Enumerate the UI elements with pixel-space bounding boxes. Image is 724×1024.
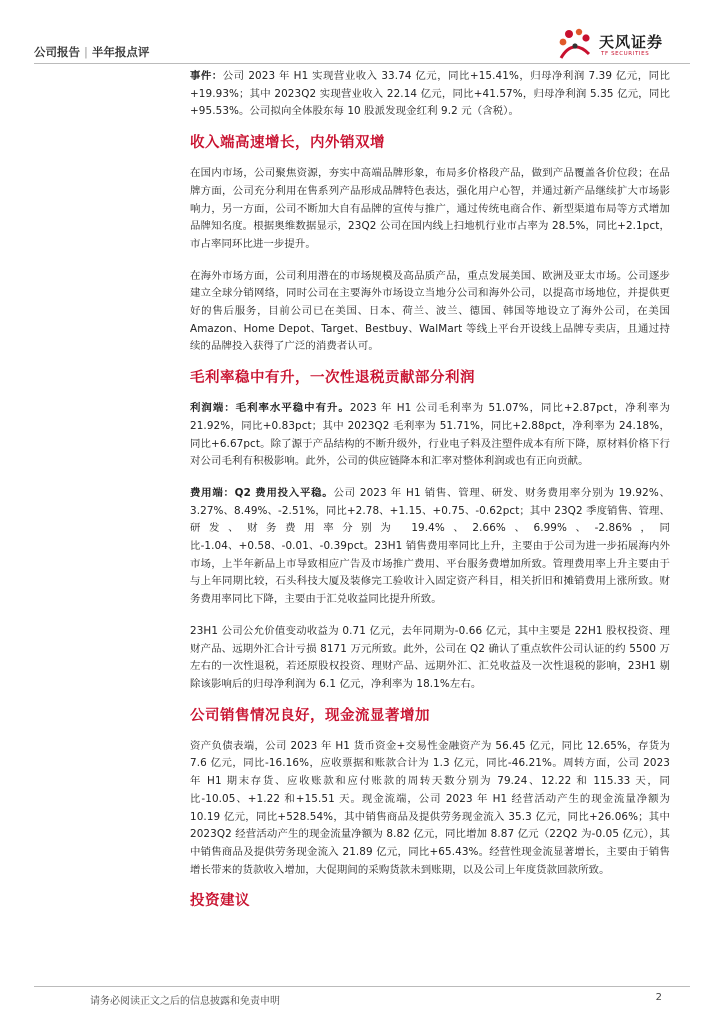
event-label: 事件： bbox=[190, 70, 223, 82]
tf-securities-logo bbox=[555, 24, 690, 64]
profit-text: 2023 年 H1 公司毛利率为 51.07%，同比+2.87pct，净利率为 21.92%，同比+0.83pct；其中 2023Q2 毛利率为 51.71%，同比+2.88pct，净利率为 24.18%，同比+6.67pct。除了源于产品结构的不断升级外，行业电子料及注塑件成本有所下降，原材料价格下行对公司毛利有积极影响。此外，公司的供应链降本和汇率对整体利润或也有正向贡献。 bbox=[190, 402, 670, 468]
section-title-revenue: 收入端高速增长，内外销双增 bbox=[190, 135, 385, 152]
brand-name-cn: 天风证券 bbox=[599, 33, 664, 51]
domestic-market-paragraph: 在国内市场，公司聚焦资源，夯实中高端品牌形象，布局多价格段产品，做到产品覆盖各价位段；在品牌方面，公司充分利用在售系列产品形成品牌特色表达，强化用户心智，并通过新产品继续扩大市场影响力，另一方面，公司不断加大自有品牌的宣传与推广，通过传统电商合作、新型渠道布局等方式增加品牌知名度。根据奥维数据显示，23Q2 公司在国内线上扫地机行业市占率为 28.5%，同比+2.1pct，市占率同环比进一步提升。 bbox=[190, 167, 670, 250]
event-paragraph bbox=[190, 68, 670, 121]
footer-divider bbox=[34, 986, 690, 987]
event-text: 公司 2023 年 H1 实现营业收入 33.74 亿元，同比+15.41%，归母净利润 7.39 亿元，同比+19.93%；其中 2023Q2 实现营业收入 22.14 亿元，同比+41.57%，归母净利润 5.35 亿元，同比+95.53%。公司拟向全体股东每 10 股派发现金红利 9.2 元（含税）。 bbox=[190, 70, 670, 118]
profit-paragraph bbox=[190, 400, 670, 471]
expense-text: 公司 2023 年 H1 销售、管理、研发、财务费用率分别为 19.92%、3.27%、8.49%、-2.51%，同比+2.78、+1.15、+0.75、-0.62pct；其中 23Q2 季度销售、管理、研发、财务费用率分别为 19.4%、2.66%、6.99%、-2.86%，同比-1.04、+0.58、-0.01、-0.39pct。23H1 销售费用率同比上升，主要由于公司为进一步拓展海内外市场，上半年新品上市导致相应广告及市场推广费用、平台服务费增加所致。管理费用率上升主要由于与上年同期比较，石头科技大厦及装修完工验收计入固定资产科目，相关折旧和摊销费用上涨所致。财务费用率同比下降，主要由于汇兑收益同比提升所致。 bbox=[190, 486, 671, 606]
header-divider bbox=[34, 63, 690, 64]
report-category: 公司报告 bbox=[34, 45, 80, 59]
brand-name-en: TF SECURITIES bbox=[601, 51, 650, 57]
section-title-investment: 投资建议 bbox=[190, 893, 250, 910]
section-title-margin: 毛利率稳中有升，一次性退税贡献部分利润 bbox=[190, 370, 475, 387]
overseas-market-paragraph: 在海外市场方面，公司利用潜在的市场规模及高品质产品，重点发展美国、欧洲及亚太市场。公司逐步建立全球分销网络，同时公司在主要海外市场设立当地分公司和海外公司，以提高市场地位，并提供更好的售后服务，目前公司已在美国、日本、荷兰、波兰、德国、韩国等地设立了海外公司，在美国 Amazon、Home Depot、Target、Bestbuy、WalMart 等线上平台开设线上品牌专卖店，且通过持续的品牌投入获得了广泛的消费者认可。 bbox=[190, 269, 670, 353]
report-type bbox=[34, 44, 149, 60]
report-body bbox=[190, 68, 670, 913]
expense-lead: 费用端：Q2 费用投入平稳。 bbox=[190, 486, 334, 499]
page-number: 2 bbox=[655, 992, 662, 1003]
tf-logo-icon bbox=[555, 26, 595, 62]
expense-paragraph bbox=[190, 485, 670, 609]
disclaimer-text: 请务必阅读正文之后的信息披露和免责申明 bbox=[90, 996, 280, 1007]
report-subcategory: 半年报点评 bbox=[91, 45, 150, 59]
balance-sheet-paragraph: 资产负债表端，公司 2023 年 H1 货币资金+交易性金融资产为 56.45 亿元，同比 12.65%，存货为 7.6 亿元，同比-16.16%，应收票据和账款合计为 1.3 亿元，同比-46.21%。周转方面，公司 2023 年 H1 期末存货、应收账款和应付账款的周转天数分别为 79.24、12.22 和 115.33 天，同比-10.05、+1.22 和+15.51 天。现金流端，公司 2023 年 H1 经营活动产生的现金流量净额为 10.19 亿元，同比+528.54%，其中销售商品及提供劳务现金流入 35.3 亿元，同比+26.06%；其中 2023Q2 经营活动产生的现金流量净额为 8.82 亿元，同比增加 8.87 亿元（22Q2 为-0.05 亿元），其中销售商品及提供劳务现金流入 21.89 亿元，同比+65.43%。经营性现金流显著增长，主要由于销售增长带来的货款收入增加，大促期间的采购货款未到账期，以及公司上年度货款回款所致。 bbox=[190, 739, 670, 876]
header-separator: | bbox=[84, 45, 88, 59]
fair-value-paragraph: 23H1 公司公允价值变动收益为 0.71 亿元，去年同期为-0.66 亿元，其中主要是 22H1 股权投资、理财产品、远期外汇合计亏损 8171 万元所致。此外，公司在 Q2 确认了重点软件公司认证的约 5500 万左右的一次性退税，若还原股权投资、理财产品、远期外汇、汇兑收益及一次性退税的影响，23H1 剔除该影响后的归母净利润为 6.1 亿元，净利率为 18.1%左右。 bbox=[190, 624, 670, 690]
section-title-cashflow: 公司销售情况良好，现金流显著增加 bbox=[190, 707, 430, 724]
profit-lead: 利润端：毛利率水平稳中有升。 bbox=[190, 402, 350, 415]
